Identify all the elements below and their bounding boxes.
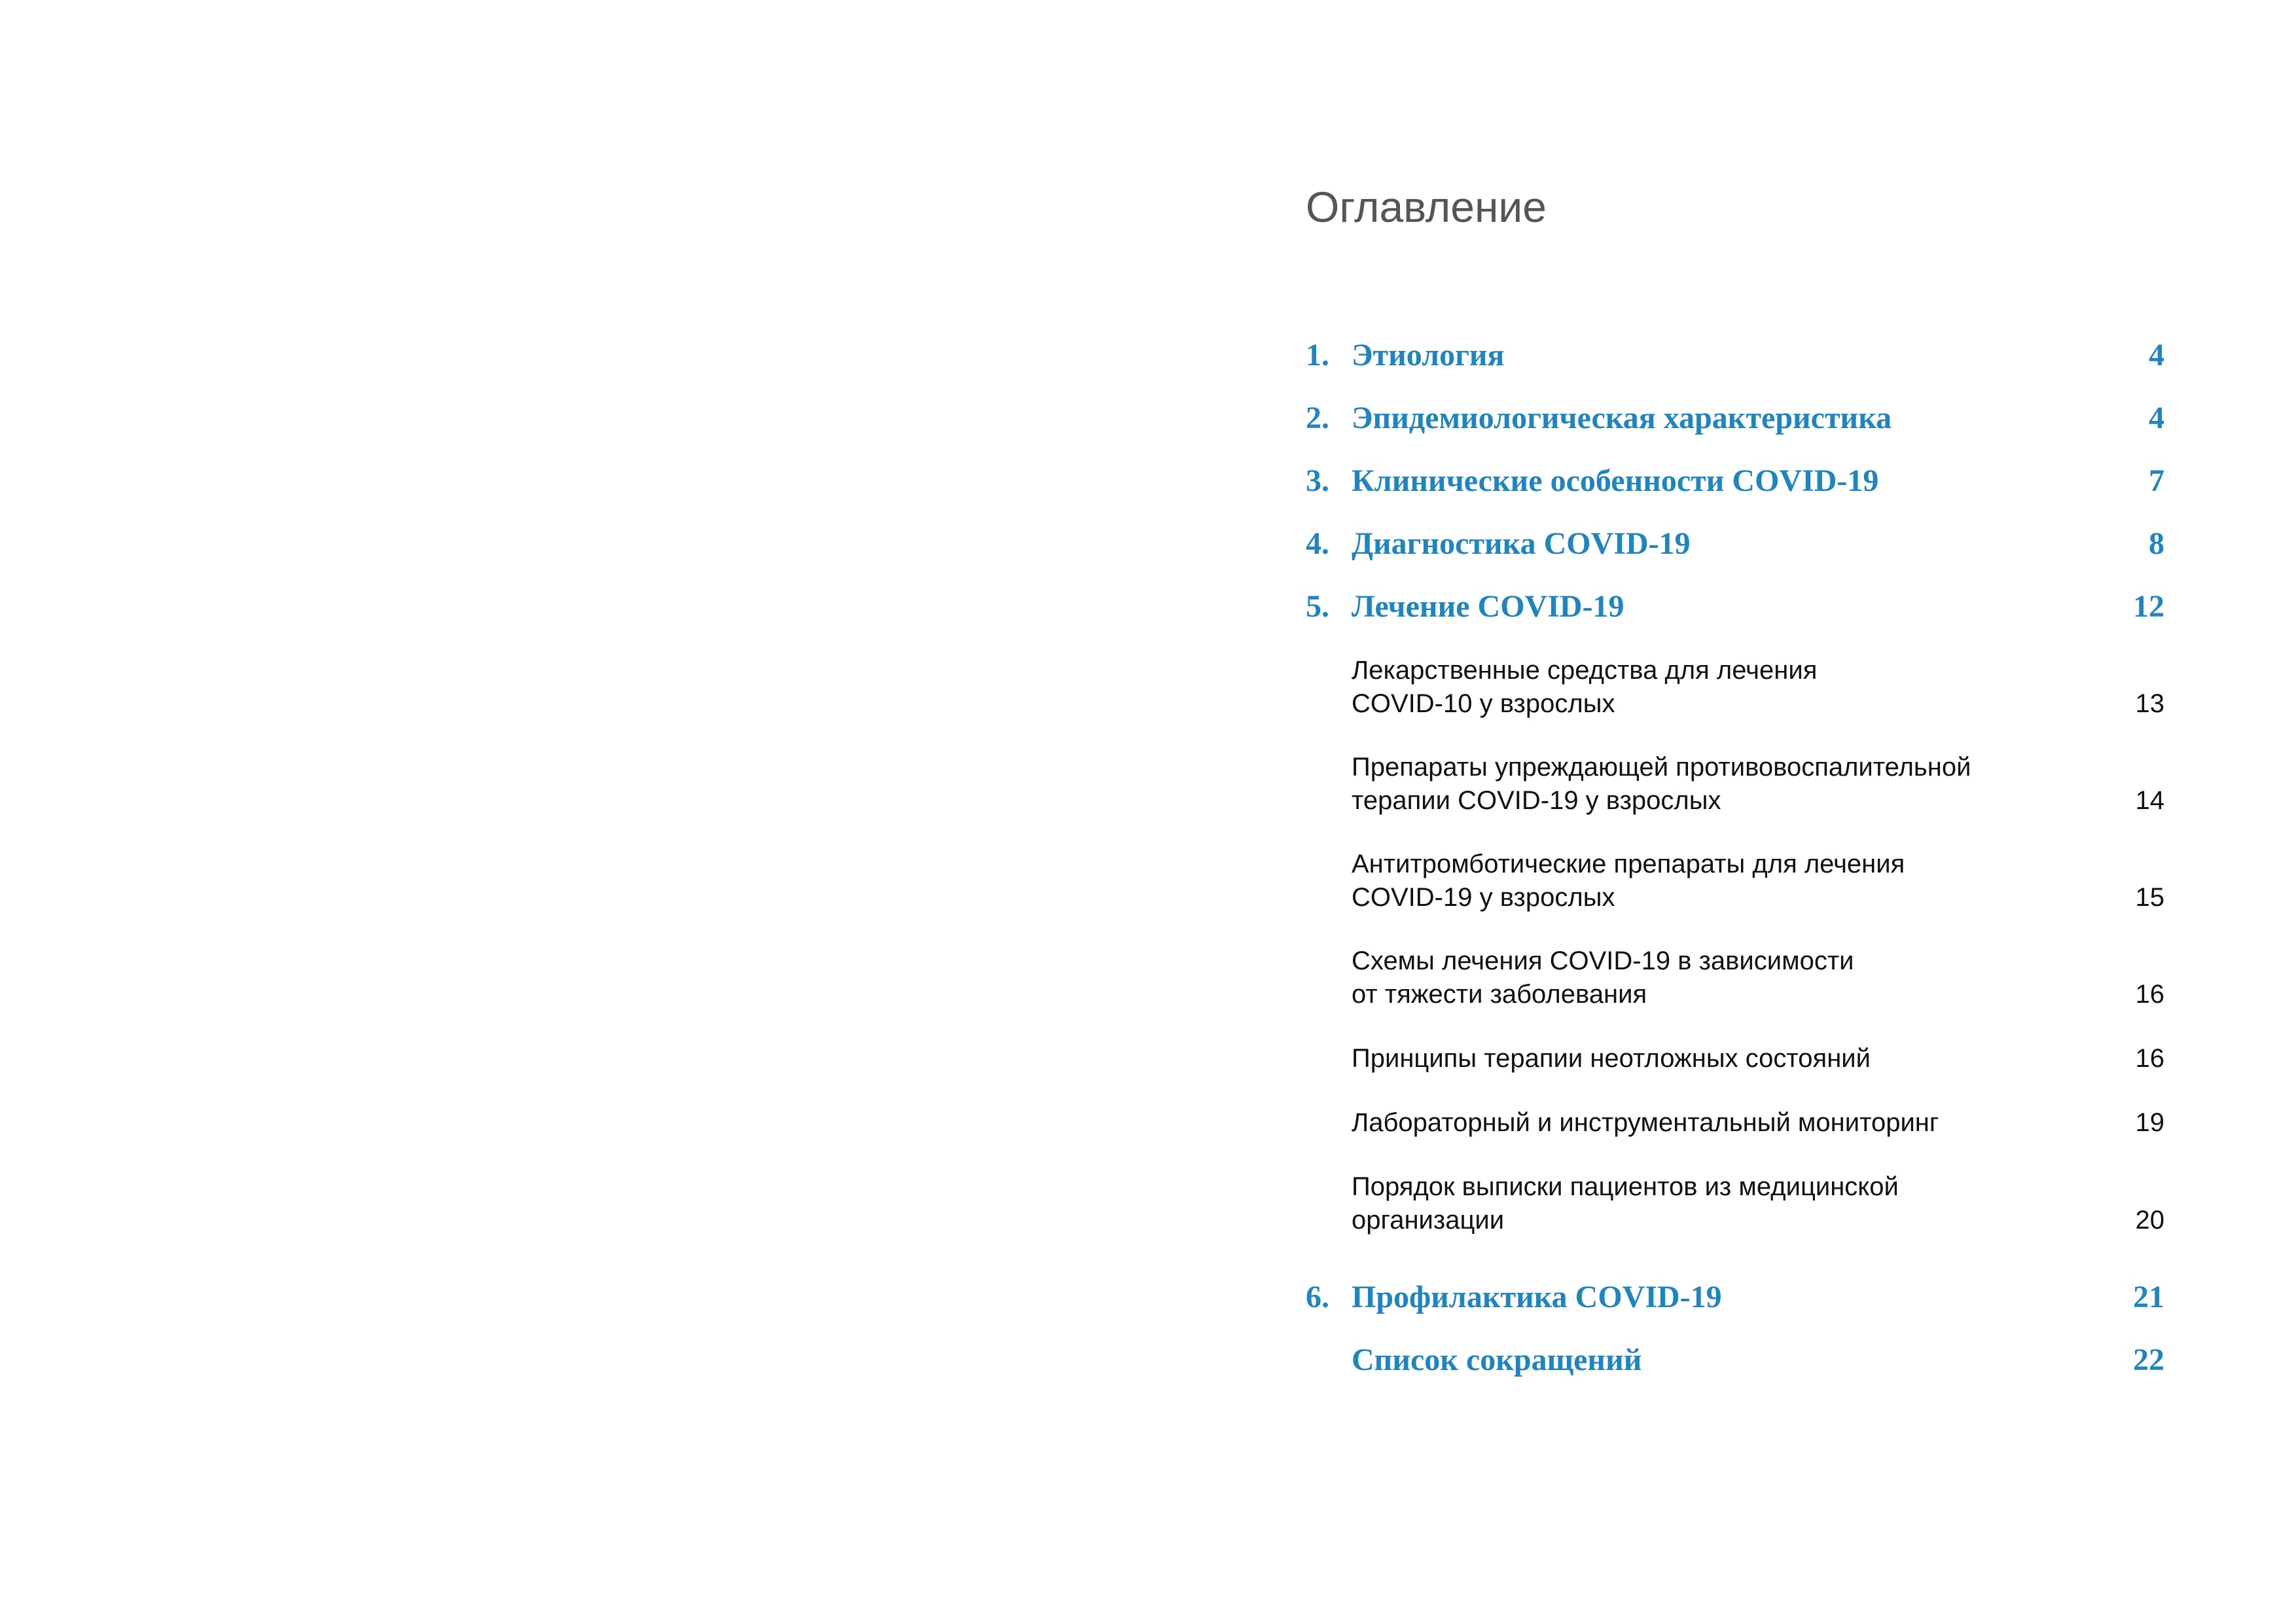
toc-entry-number: 6. [1306, 1280, 1329, 1314]
toc-subentry-monitoring[interactable] [1306, 1106, 2164, 1140]
toc-entry-page: 21 [2133, 1280, 2164, 1314]
toc-subentry-anti-inflammatory[interactable] [1306, 751, 2164, 818]
toc-subentry-page: 19 [2135, 1108, 2164, 1137]
toc-subentry-label [1352, 654, 1817, 721]
toc-subentry-line: терапии COVID-19 у взрослых [1352, 786, 1721, 815]
toc-entry-number: 4. [1306, 526, 1329, 561]
page-title: Оглавление [1306, 183, 1547, 231]
toc-entry-label: Лечение COVID-19 [1352, 589, 1624, 624]
toc-subentry-discharge[interactable] [1306, 1170, 2164, 1237]
toc-entry-epidemiology[interactable] [1306, 400, 2164, 437]
toc-entry-number: 1. [1306, 338, 1329, 372]
toc-subentry-page: 15 [2135, 883, 2164, 912]
toc-subentry-label [1352, 751, 1971, 818]
toc-subentry-label [1352, 848, 1905, 914]
toc-subentry-drugs[interactable] [1306, 654, 2164, 721]
toc-entry-prevention[interactable] [1306, 1279, 2164, 1316]
toc-entry-diagnostics[interactable] [1306, 526, 2164, 562]
toc-subentry-page: 16 [2135, 980, 2164, 1009]
toc-entry-label: Список сокращений [1352, 1343, 1642, 1377]
toc-subentry-line: организации [1352, 1206, 1505, 1235]
toc-entry-page: 7 [2149, 463, 2164, 498]
toc-subentry-line: Порядок выписки пациентов из медицинской [1352, 1172, 1899, 1201]
toc-subentry-label [1352, 945, 1854, 1011]
toc-entry-treatment[interactable] [1306, 588, 2164, 625]
toc-subentry-line: COVID-19 у взрослых [1352, 883, 1615, 912]
toc-entry-page: 22 [2133, 1343, 2164, 1377]
toc-entry-page: 4 [2149, 401, 2164, 435]
toc-subentry-line: Лабораторный и инструментальный мониторинг [1352, 1108, 1939, 1137]
toc-entry-etiology[interactable] [1306, 337, 2164, 374]
toc-subentry-line: от тяжести заболевания [1352, 980, 1647, 1009]
toc-entry-label: Профилактика COVID-19 [1352, 1280, 1722, 1314]
toc-subentry-line: COVID-10 у взрослых [1352, 689, 1615, 718]
toc-subentry-label [1352, 1170, 1899, 1237]
toc-subentry-page: 14 [2135, 786, 2164, 815]
toc-subentry-line: Препараты упреждающей противовоспалительной [1352, 753, 1971, 782]
toc-entry-page: 12 [2133, 589, 2164, 624]
toc-subentry-line: Схемы лечения COVID-19 в зависимости [1352, 947, 1854, 975]
toc-subentry-label [1352, 1042, 1871, 1075]
toc-entry-page: 4 [2149, 338, 2164, 372]
toc-subentry-antithrombotic[interactable] [1306, 848, 2164, 914]
toc-subentry-treatment-schemes[interactable] [1306, 945, 2164, 1011]
toc-entry-number: 2. [1306, 401, 1329, 435]
toc-entry-label: Этиология [1352, 338, 1505, 372]
toc-subentry-page: 16 [2135, 1044, 2164, 1073]
toc-subentry-label [1352, 1106, 1939, 1140]
toc-subentry-emergency-therapy[interactable] [1306, 1042, 2164, 1075]
toc-entry-number: 3. [1306, 463, 1329, 498]
toc-subentry-line: Антитромботические препараты для лечения [1352, 850, 1905, 878]
toc-entry-abbreviations[interactable] [1306, 1342, 2164, 1379]
toc-entry-page: 8 [2149, 526, 2164, 561]
toc-subentry-line: Лекарственные средства для лечения [1352, 656, 1818, 685]
toc-subentry-page: 20 [2135, 1206, 2164, 1235]
toc-subentry-line: Принципы терапии неотложных состояний [1352, 1044, 1871, 1073]
toc-entry-clinical-features[interactable] [1306, 463, 2164, 499]
toc-entry-number: 5. [1306, 589, 1329, 624]
toc-entry-label: Клинические особенности COVID-19 [1352, 463, 1879, 498]
toc-entry-label: Диагностика COVID-19 [1352, 526, 1691, 561]
toc-subentry-page: 13 [2135, 689, 2164, 718]
toc-entry-label: Эпидемиологическая характеристика [1352, 401, 1892, 435]
